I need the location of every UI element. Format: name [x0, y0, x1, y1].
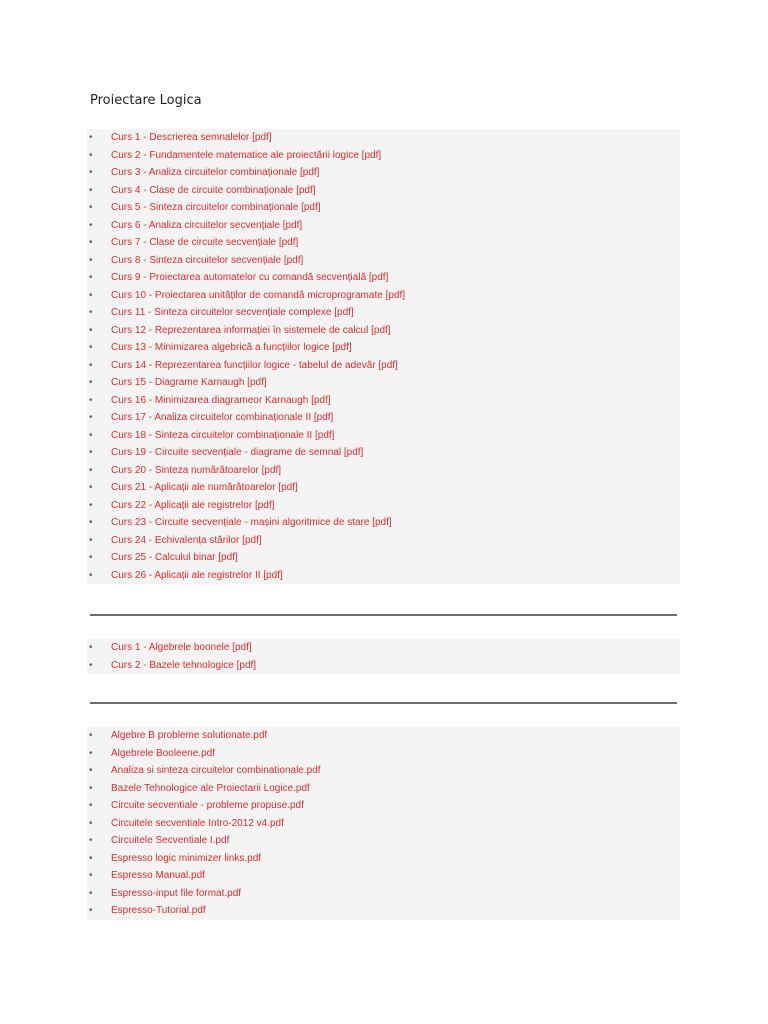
bullet-icon: • — [89, 359, 93, 371]
pdf-link[interactable]: Circuitele secventiale Intro-2012 v4.pdf — [111, 817, 284, 829]
pdf-link[interactable]: Curs 24 - Echivalența stărilor [pdf] — [111, 534, 262, 546]
bullet-icon: • — [89, 237, 93, 248]
pdf-link[interactable]: Curs 3 - Analiza circuitelor combinaționale [pdf] — [111, 167, 320, 178]
pdf-link[interactable]: Curs 17 - Analiza circuitelor combinaționale II [pdf] — [111, 412, 334, 423]
pdf-link[interactable]: Curs 16 - Minimizarea diagrameor Karnaugh [pdf] — [111, 394, 331, 406]
bullet-icon: • — [89, 377, 93, 388]
section-divider — [90, 614, 677, 616]
course-list-second — [87, 639, 680, 674]
bullet-icon: • — [89, 412, 93, 423]
pdf-link[interactable]: Curs 25 - Calculul binar [pdf] — [111, 552, 238, 563]
list-item — [87, 269, 680, 287]
pdf-link[interactable]: Bazele Tehnologice ale Proiectarii Logice.pdf — [111, 782, 310, 794]
list-item — [87, 567, 680, 585]
list-item — [87, 217, 680, 235]
bullet-icon: • — [89, 429, 93, 441]
pdf-link[interactable]: Curs 26 - Aplicații ale registrelor II [pdf] — [111, 569, 283, 581]
pdf-link[interactable]: Espresso-input file format.pdf — [111, 887, 242, 899]
pdf-link[interactable]: Curs 22 - Aplicații ale registrelor [pdf] — [111, 499, 275, 511]
list-item — [87, 164, 680, 182]
list-item — [87, 392, 680, 410]
pdf-link[interactable]: Curs 15 - Diagrame Karnaugh [pdf] — [111, 377, 267, 388]
list-item — [87, 129, 680, 147]
list-item — [87, 409, 680, 427]
pdf-link[interactable]: Curs 2 - Fundamentele matematice ale proiectării logice [pdf] — [111, 149, 382, 161]
list-item — [87, 497, 680, 515]
bullet-icon: • — [89, 447, 93, 458]
bullet-icon: • — [89, 852, 93, 864]
bullet-icon: • — [89, 659, 93, 671]
list-item — [87, 885, 680, 903]
pdf-link[interactable]: Espresso Manual.pdf — [111, 870, 205, 881]
list-item — [87, 182, 680, 200]
bullet-icon: • — [89, 149, 93, 161]
bullet-icon: • — [89, 394, 93, 406]
pdf-link[interactable]: Algebre B probleme solutionate.pdf — [111, 730, 268, 741]
pdf-link[interactable]: Espresso-Tutorial.pdf — [111, 905, 206, 916]
list-item — [87, 815, 680, 833]
list-item — [87, 867, 680, 885]
pdf-link[interactable]: Curs 11 - Sinteza circuitelor secvențiale complexe [pdf] — [111, 307, 354, 318]
list-item — [87, 850, 680, 868]
pdf-link[interactable]: Curs 6 - Analiza circuitelor secvențiale [pdf] — [111, 219, 303, 231]
list-item — [87, 832, 680, 850]
bullet-icon: • — [89, 782, 93, 794]
list-item — [87, 234, 680, 252]
bullet-icon: • — [89, 534, 93, 546]
bullet-icon: • — [89, 642, 93, 653]
pdf-link[interactable]: Curs 20 - Sinteza numărătoarelor [pdf] — [111, 464, 282, 476]
list-item — [87, 639, 680, 657]
pdf-link[interactable]: Algebrele Booleene.pdf — [111, 747, 215, 759]
pdf-link[interactable]: Curs 9 - Proiectarea automatelor cu comandă secvențială [pdf] — [111, 272, 389, 283]
list-item — [87, 304, 680, 322]
bullet-icon: • — [89, 324, 93, 336]
pdf-link[interactable]: Curs 7 - Clase de circuite secvențiale [pdf] — [111, 237, 299, 248]
list-item — [87, 462, 680, 480]
pdf-link[interactable]: Curs 23 - Circuite secvențiale - mașini algoritmice de stare [pdf] — [111, 517, 392, 528]
pdf-link[interactable]: Curs 2 - Bazele tehnologice [pdf] — [111, 659, 257, 671]
bullet-icon: • — [89, 730, 93, 741]
pdf-link[interactable]: Curs 12 - Reprezentarea informației în sistemele de calcul [pdf] — [111, 324, 391, 336]
list-item — [87, 902, 680, 920]
pdf-link[interactable]: Curs 4 - Clase de circuite combinaționale [pdf] — [111, 184, 316, 196]
list-item — [87, 657, 680, 675]
list-item — [87, 762, 680, 780]
bullet-icon: • — [89, 272, 93, 283]
bullet-icon: • — [89, 517, 93, 528]
bullet-icon: • — [89, 202, 93, 213]
bullet-icon: • — [89, 499, 93, 511]
bullet-icon: • — [89, 482, 93, 493]
bullet-icon: • — [89, 342, 93, 353]
bullet-icon: • — [89, 887, 93, 899]
section-divider — [90, 702, 677, 704]
pdf-link[interactable]: Curs 19 - Circuite secvențiale - diagrame de semnal [pdf] — [111, 447, 364, 458]
list-item — [87, 374, 680, 392]
list-item — [87, 532, 680, 550]
list-item — [87, 727, 680, 745]
list-item — [87, 357, 680, 375]
list-item — [87, 514, 680, 532]
pdf-link[interactable]: Circuite secventiale - probleme propuse.pdf — [111, 800, 304, 811]
list-item — [87, 549, 680, 567]
pdf-link[interactable]: Espresso logic minimizer links.pdf — [111, 852, 262, 864]
pdf-link[interactable]: Curs 14 - Reprezentarea funcțiilor logice - tabelul de adevăr [pdf] — [111, 359, 398, 371]
list-item — [87, 427, 680, 445]
pdf-link[interactable]: Curs 13 - Minimizarea algebrică a funcțiilor logice [pdf] — [111, 342, 352, 353]
file-list — [87, 727, 680, 920]
list-item — [87, 745, 680, 763]
bullet-icon: • — [89, 464, 93, 476]
list-item — [87, 287, 680, 305]
pdf-link[interactable]: Curs 10 - Proiectarea unităților de comandă microprogramate [pdf] — [111, 289, 406, 301]
bullet-icon: • — [89, 835, 93, 846]
bullet-icon: • — [89, 307, 93, 318]
list-item — [87, 322, 680, 340]
pdf-link[interactable]: Curs 21 - Aplicații ale numărătoarelor [pdf] — [111, 482, 298, 493]
pdf-link[interactable]: Curs 1 - Descrierea semnalelor [pdf] — [111, 132, 272, 143]
pdf-link[interactable]: Curs 5 - Sinteza circuitelor combinaționale [pdf] — [111, 202, 321, 213]
bullet-icon: • — [89, 254, 93, 266]
bullet-icon: • — [89, 747, 93, 759]
bullet-icon: • — [89, 817, 93, 829]
bullet-icon: • — [89, 870, 93, 881]
bullet-icon: • — [89, 569, 93, 581]
list-item — [87, 199, 680, 217]
list-item — [87, 479, 680, 497]
bullet-icon: • — [89, 289, 93, 301]
bullet-icon: • — [89, 132, 93, 143]
course-list-main — [87, 129, 680, 584]
page-title: Proiectare Logica — [90, 93, 202, 108]
pdf-link[interactable]: Curs 1 - Algebrele boonele [pdf] — [111, 642, 252, 653]
bullet-icon: • — [89, 219, 93, 231]
list-item — [87, 444, 680, 462]
pdf-link[interactable]: Analiza si sinteza circuitelor combinationale.pdf — [111, 765, 321, 776]
list-item — [87, 339, 680, 357]
pdf-link[interactable]: Circuitele Secventiale I.pdf — [111, 835, 230, 846]
list-item — [87, 252, 680, 270]
bullet-icon: • — [89, 167, 93, 178]
pdf-link[interactable]: Curs 8 - Sinteza circuitelor secvențiale [pdf] — [111, 254, 304, 266]
list-item — [87, 780, 680, 798]
bullet-icon: • — [89, 905, 93, 916]
list-item — [87, 147, 680, 165]
bullet-icon: • — [89, 800, 93, 811]
bullet-icon: • — [89, 552, 93, 563]
bullet-icon: • — [89, 184, 93, 196]
pdf-link[interactable]: Curs 18 - Sinteza circuitelor combinaționale II [pdf] — [111, 429, 335, 441]
list-item — [87, 797, 680, 815]
bullet-icon: • — [89, 765, 93, 776]
